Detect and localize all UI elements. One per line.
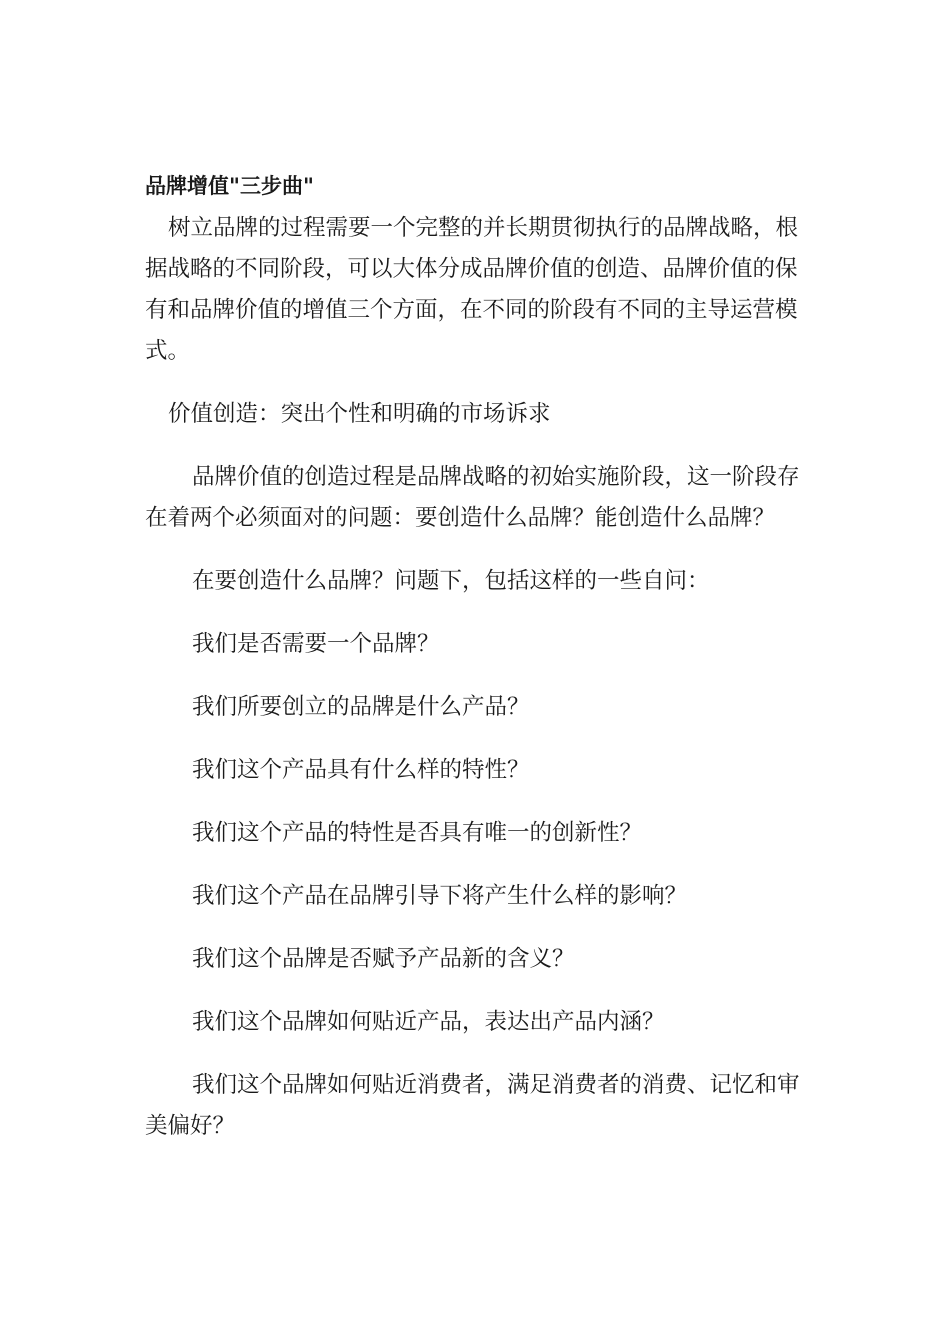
- closing-paragraph: 我们这个品牌如何贴近消费者，满足消费者的消费、记忆和审美偏好？: [145, 1072, 800, 1139]
- section-paragraph: 品牌价值的创造过程是品牌战略的初始实施阶段，这一阶段存在着两个必须面对的问题：要创造什么品牌？能创造什么品牌？: [145, 464, 800, 531]
- question-item: 我们这个产品具有什么样的特性？: [192, 757, 530, 783]
- lead-in-paragraph: 在要创造什么品牌？问题下，包括这样的一些自问：: [192, 568, 710, 594]
- document-title: 品牌增值"三步曲": [145, 174, 314, 198]
- section-heading: 价值创造：突出个性和明确的市场诉求: [168, 401, 551, 427]
- question-item: 我们是否需要一个品牌？: [192, 631, 440, 657]
- intro-paragraph: 树立品牌的过程需要一个完整的并长期贯彻执行的品牌战略，根据战略的不同阶段，可以大体分成品牌价值的创造、品牌价值的保有和品牌价值的增值三个方面，在不同的阶段有不同的主导运营模式。: [145, 215, 799, 364]
- question-item: 我们所要创立的品牌是什么产品？: [192, 694, 530, 720]
- question-item: 我们这个产品在品牌引导下将产生什么样的影响？: [192, 883, 688, 909]
- document-body: [145, 168, 800, 1147]
- question-item: 我们这个产品的特性是否具有唯一的创新性？: [192, 820, 643, 846]
- question-item: 我们这个品牌是否赋予产品新的含义？: [192, 946, 575, 972]
- question-item: 我们这个品牌如何贴近产品，表达出产品内涵？: [192, 1009, 665, 1035]
